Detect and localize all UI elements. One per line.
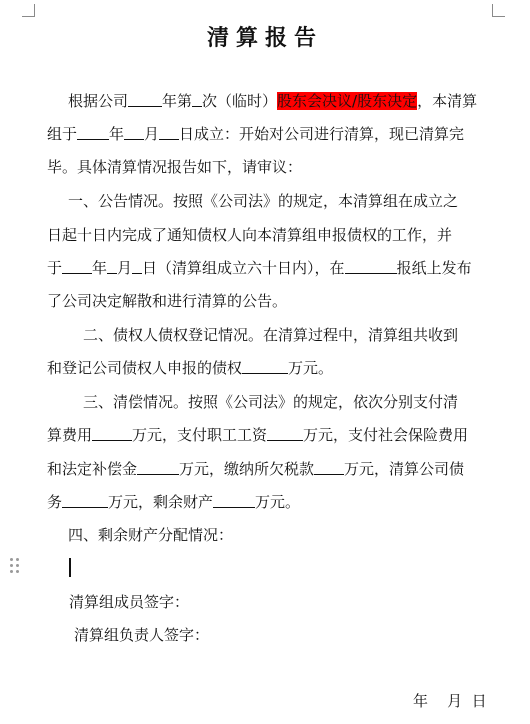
intro-line-3: 毕。具体清算情况报告如下，请审议： (47, 158, 303, 176)
signature-date: 年 月 日 (413, 692, 487, 710)
intro-line-1: 根据公司 年第 次（临时）股东会决议/股东决定，本清算 (68, 92, 478, 110)
blank-clearing-fee[interactable] (92, 425, 132, 441)
blank-newspaper[interactable] (345, 258, 397, 274)
blank-month[interactable] (107, 258, 117, 274)
section4-line-1: 四、剩余财产分配情况： (68, 526, 234, 544)
section2-line-2: 和登记公司债权人申报的债权 万元。 (47, 359, 334, 377)
blank-count[interactable] (192, 91, 202, 107)
blank-debts[interactable] (62, 492, 108, 508)
blank-taxes[interactable] (314, 459, 344, 475)
section2-line-1: 二、债权人债权登记情况。在清算过程中，清算组共收到 (83, 326, 459, 344)
section1-line-3: 于 年 月 日（清算组成立六十日内），在 报纸上发布 (47, 259, 472, 277)
blank-wages[interactable] (267, 425, 303, 441)
members-signature-label: 清算组成员签字： (69, 593, 190, 611)
document-title: 清算报告 (206, 25, 323, 51)
blank-year[interactable] (62, 258, 92, 274)
leader-signature-label: 清算组负责人签字： (74, 626, 210, 644)
section3-line-4: 务 万元，剩余财产 万元。 (47, 493, 301, 511)
section3-line-1: 三、清偿情况。按照《公司法》的规定，依次分别支付清 (83, 393, 459, 411)
blank-day[interactable] (159, 124, 179, 140)
section1-line-2: 日起十日内完成了通知债权人向本清算组申报债权的工作，并 (47, 226, 453, 244)
section1-line-4: 了公司决定解散和进行清算的公告。 (47, 292, 288, 310)
highlighted-text[interactable]: 股东会决议/股东决定 (277, 92, 418, 110)
crop-mark-top-left (22, 4, 35, 17)
drag-handle-icon[interactable] (10, 558, 20, 574)
text-cursor[interactable] (69, 558, 71, 577)
section1-line-1: 一、公告情况。按照《公司法》的规定，本清算组在成立之 (68, 192, 459, 210)
crop-mark-top-right (492, 4, 505, 17)
blank-year[interactable] (128, 91, 162, 107)
blank-claims-amount[interactable] (242, 358, 288, 374)
blank-year[interactable] (77, 124, 109, 140)
intro-line-2: 组于 年 月 日成立：开始对公司进行清算，现已清算完 (47, 125, 465, 143)
blank-remaining-assets[interactable] (213, 492, 255, 508)
section3-line-2: 算费用 万元，支付职工工资 万元，支付社会保险费用 (47, 426, 469, 444)
blank-month[interactable] (124, 124, 144, 140)
blank-day[interactable] (132, 258, 142, 274)
blank-compensation[interactable] (137, 459, 179, 475)
section3-line-3: 和法定补偿金 万元，缴纳所欠税款 万元，清算公司债 (47, 460, 465, 478)
